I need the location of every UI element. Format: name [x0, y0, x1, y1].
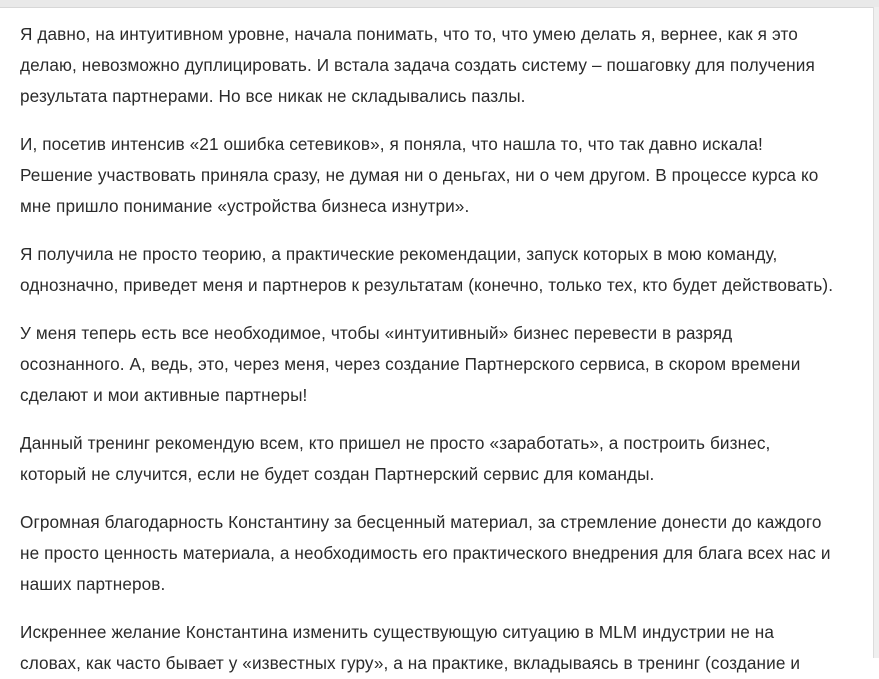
- paragraph: Я получила не просто теорию, а практические рекомендации, запуск которых в мою команду, однозначно, приведет меня и партнеров к результатам (конечно, только тех, кто будет действовать).: [20, 244, 834, 295]
- paragraph: Данный тренинг рекомендую всем, кто пришел не просто «заработать», а построить бизнес, который не случится, если не будет создан Партнерский сервис для команды.: [20, 433, 771, 484]
- paragraph: У меня теперь есть все необходимое, чтобы «интуитивный» бизнес перевести в разряд осознанного. А, ведь, это, через меня, через создание Партнерского сервиса, в скором времени сделают и мои активные партнеры!: [20, 323, 801, 405]
- paragraph: Искреннее желание Константина изменить существующую ситуацию в MLM индустрии не на словах, как часто бывает у «известных гуру», а на практике, вкладываясь в тренинг (создание и: [20, 622, 801, 673]
- document-body: [0, 7, 874, 673]
- paragraph: Я давно, на интуитивном уровне, начала понимать, что то, что умею делать я, вернее, как я это делаю, невозможно дуплицировать. И встала задача создать систему – пошаговку для получения результата партнерами. Но все никак не складывались пазлы.: [20, 24, 815, 106]
- paragraph: Огромная благодарность Константину за бесценный материал, за стремление донести до каждого не просто ценность материала, а необходимость его практического внедрения для блага всех нас и наших партнеров.: [20, 512, 831, 594]
- paragraph: И, посетив интенсив «21 ошибка сетевиков», я поняла, что нашла то, что так давно искала! Решение участвовать приняла сразу, не думая ни о деньгах, ни о чем другом. В процессе курса ко мне пришло понимание «устройства бизнеса изнутри».: [20, 134, 819, 216]
